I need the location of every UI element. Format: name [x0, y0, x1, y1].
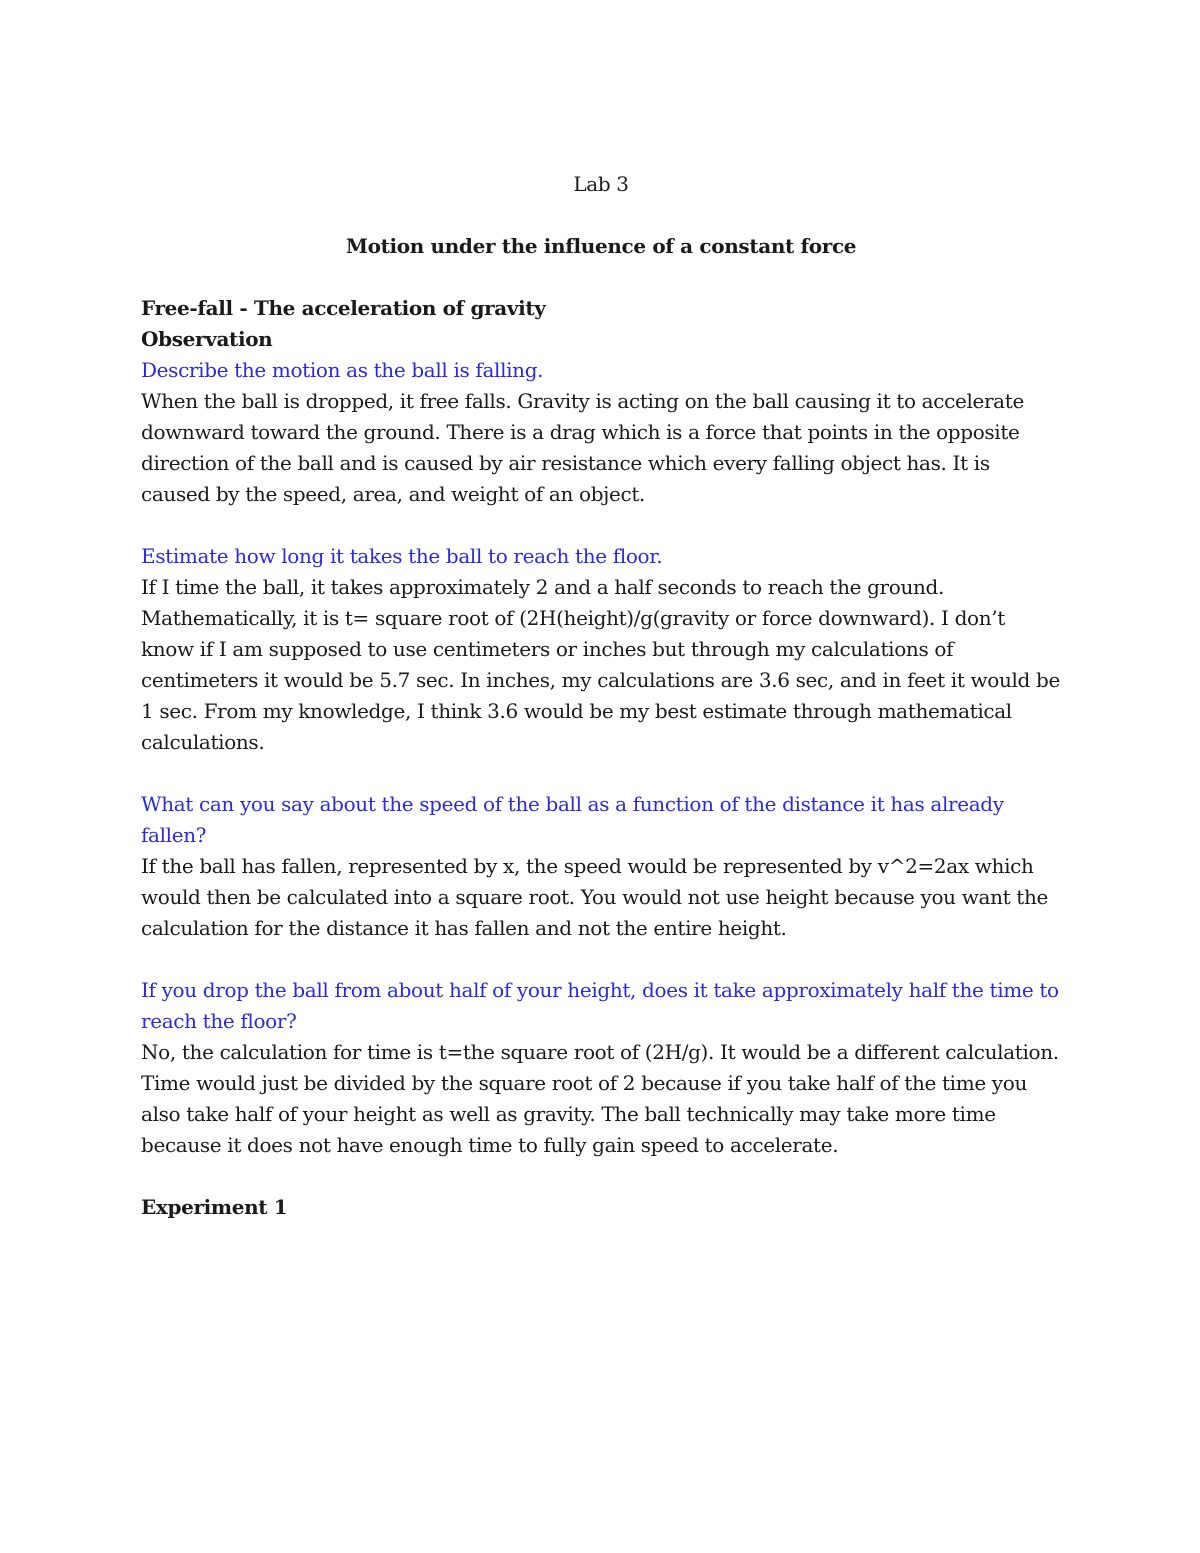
answer-4: No, the calculation for time is t=the square root of (2H/g). It would be a different calculation. Time would just be divided by the square root of 2 because if you take half of the time you also take half of your height as well as gravity. The ball technically may take more time because it does not have enough time to fully gain speed to accelerate. — [141, 1040, 1059, 1157]
question-4: If you drop the ball from about half of your height, does it take approximately half the time to reach the floor? — [141, 978, 1059, 1033]
answer-1: When the ball is dropped, it free falls. Gravity is acting on the ball causing it to accelerate downward toward the ground. There is a drag which is a force that points in the opposite direction of the ball and is caused by air resistance which every falling object has. It is caused by the speed, area, and weight of an object. — [141, 389, 1024, 506]
qa-block-1 — [141, 355, 1061, 510]
qa-block-2 — [141, 541, 1061, 758]
paragraph-gap — [141, 758, 1061, 789]
qa-block-3 — [141, 789, 1061, 944]
paragraph-gap — [141, 944, 1061, 975]
main-title: Motion under the influence of a constant force — [345, 234, 857, 258]
answer-2: If I time the ball, it takes approximately 2 and a half seconds to reach the ground. Mathematically, it is t= square root of (2H(height)/g(gravity or force downward). I don’t know if I am supposed to use centimeters or inches but through my calculations of centimeters it would be 5.7 sec. In inches, my calculations are 3.6 sec, and in feet it would be 1 sec. From my knowledge, I think 3.6 would be my best estimate through mathematical calculations. — [141, 575, 1060, 754]
lab-title: Lab 3 — [573, 172, 629, 196]
section-title: Free-fall - The acceleration of gravity — [141, 296, 546, 320]
subsection-title: Observation — [141, 327, 273, 351]
qa-block-4 — [141, 975, 1061, 1161]
question-3: What can you say about the speed of the ball as a function of the distance it has already fallen? — [141, 792, 1004, 847]
question-2: Estimate how long it takes the ball to reach the floor. — [141, 544, 663, 568]
question-1: Describe the motion as the ball is falling. — [141, 358, 544, 382]
document-content — [141, 169, 1061, 1223]
next-section-title: Experiment 1 — [141, 1195, 288, 1219]
paragraph-gap — [141, 510, 1061, 541]
paragraph-gap — [141, 1161, 1061, 1192]
answer-3: If the ball has fallen, represented by x, the speed would be represented by v^2=2ax which would then be calculated into a square root. You would not use height because you want the calculation for the distance it has fallen and not the entire height. — [141, 854, 1048, 940]
